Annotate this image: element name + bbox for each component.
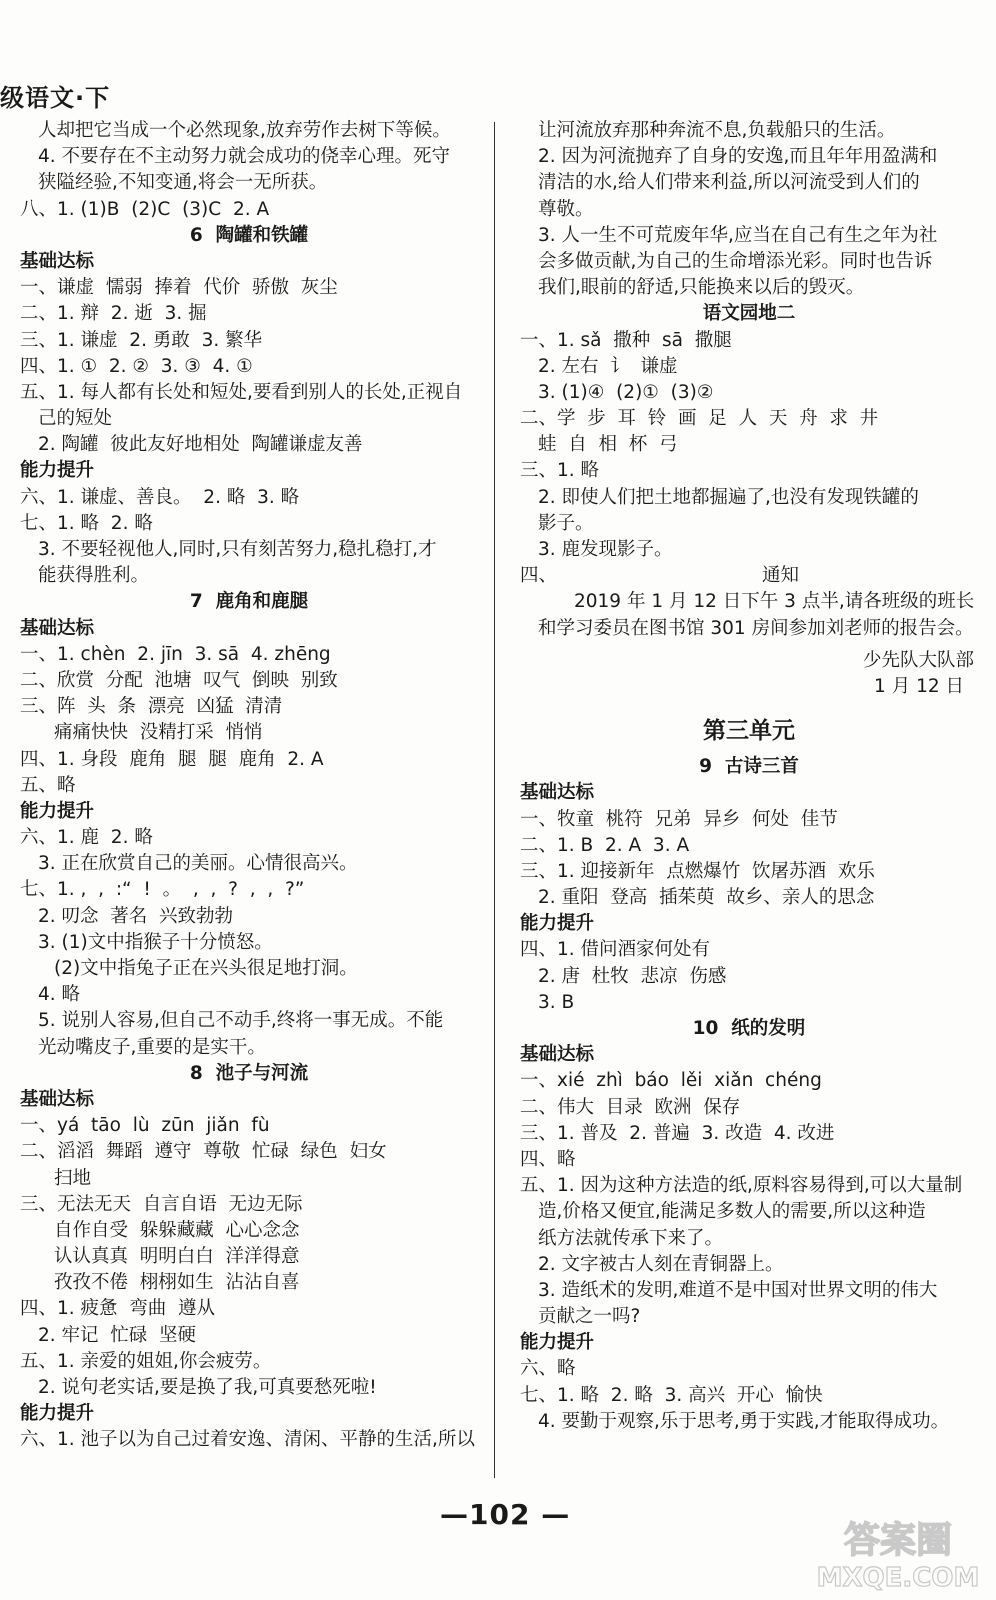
answer-line: 一、谦虚 懦弱 捧着 代价 骄傲 灰尘 [20, 277, 338, 299]
answer-line: 3. B [538, 991, 575, 1013]
answer-line: 4. 要勤于观察,乐于思考,勇于实践,才能取得成功。 [538, 1410, 950, 1432]
answer-line: 孜孜不倦 栩栩如生 沾沾自喜 [54, 1272, 300, 1294]
answer-line: 一、1. chèn 2. jīn 3. sā 4. zhēng [20, 643, 331, 665]
answer-line: 让河流放弃那种奔流不息,负载船只的生活。 [538, 120, 896, 141]
lesson-title: 语文园地二 [702, 303, 796, 325]
watermark-logo [806, 1512, 990, 1594]
answer-line: 3. (1)④ (2)① (3)② [538, 381, 714, 403]
answer-line: 四、1. ① 2. ② 3. ③ 4. ① [20, 355, 253, 377]
answer-line: 三、1. 普及 2. 普遍 3. 改造 4. 改进 [520, 1122, 835, 1144]
answer-line: 3. 造纸术的发明,难道不是中国对世界文明的伟大 [538, 1279, 938, 1301]
answer-line: 三、无法无天 自言自语 无边无际 [20, 1193, 303, 1215]
answer-line: 己的短处 [38, 408, 113, 430]
answer-line: (2)文中指兔子正在兴头很足地打洞。 [54, 958, 358, 979]
answer-line: 七、1. 略 2. 略 3. 高兴 开心 愉快 [520, 1384, 823, 1406]
answer-line: 2. 牢记 忙碌 坚硬 [38, 1324, 197, 1346]
section-heading: 能力提升 [20, 800, 95, 822]
answer-line: 五、1. 亲爱的姐姐,你会疲劳。 [20, 1350, 272, 1372]
answer-line: 三、1. 略 [520, 460, 600, 482]
answer-line: 2. 因为河流抛弃了自身的安逸,而且年年用盈满和 [538, 146, 938, 168]
section-heading: 能力提升 [20, 460, 95, 482]
page-number: —102 — [440, 1498, 571, 1531]
answer-line: 二、欣赏 分配 池塘 叹气 倒映 别致 [20, 669, 338, 691]
answer-line: 六、1. 鹿 2. 略 [20, 827, 153, 849]
answer-line: 七、1. , , :“ ! 。 , , ? , , ?” [20, 879, 305, 901]
answer-line: 4. 略 [38, 984, 81, 1006]
section-heading: 能力提升 [20, 1403, 95, 1425]
answer-line: 扫地 [54, 1167, 92, 1189]
answer-line: 五、1. 每人都有长处和短处,要看到别人的长处,正视自 [20, 381, 463, 403]
answer-line: 光动嘴皮子,重要的是实干。 [38, 1036, 266, 1058]
right-column-part-2 [520, 754, 978, 1435]
notice-signer: 少先队大队部 [862, 649, 974, 671]
answer-line: 七、1. 略 2. 略 [20, 512, 153, 534]
answer-line: 2. 重阳 登高 插茱萸 故乡、亲人的思念 [538, 887, 875, 909]
section-heading: 基础达标 [20, 250, 95, 272]
answer-line: 3. (1)文中指猴子十分愤怒。 [38, 931, 273, 953]
notice-block [520, 563, 978, 700]
answer-line: 清洁的水,给人们带来利益,所以河流受到人们的 [538, 172, 920, 194]
unit-title: 第三单元 [703, 718, 795, 745]
answer-line: 一、牧童 桃符 兄弟 异乡 何处 佳节 [520, 808, 838, 830]
notice-date: 1 月 12 日 [874, 675, 964, 697]
lesson-title: 7 鹿角和鹿腿 [189, 591, 309, 613]
answer-line: 一、yá tāo lù zūn jiǎn fù [20, 1115, 270, 1137]
answer-line: 六、略 [520, 1358, 576, 1380]
answer-line: 贡献之一吗? [538, 1306, 641, 1328]
answer-line: 4. 不要存在不主动努力就会成功的侥幸心理。死守 [38, 146, 451, 168]
right-column [520, 118, 978, 1435]
answer-line: 二、滔滔 舞蹈 遵守 尊敬 忙碌 绿色 妇女 [20, 1141, 387, 1163]
answer-line: 2. 左右 讠 谦虚 [538, 355, 678, 377]
answer-line: 四、1. 借问酒家何处有 [520, 939, 711, 961]
answer-line: 2. 说句老实话,要是换了我,可真要愁死啦! [38, 1377, 377, 1398]
left-column [20, 118, 478, 1454]
answer-line: 2. 叨念 著名 兴致勃勃 [38, 905, 234, 927]
answer-line: 五、1. 因为这种方法造的纸,原料容易得到,可以大量制 [520, 1175, 963, 1197]
svg-text:答案圈: 答案圈 [843, 1520, 953, 1561]
notice-label: 四、 [520, 565, 558, 587]
section-heading: 基础达标 [20, 617, 95, 639]
right-column-part-1 [520, 118, 978, 563]
lesson-title: 9 古诗三首 [699, 756, 799, 778]
answer-line: 四、1. 疲惫 弯曲 遵从 [20, 1298, 216, 1320]
lesson-title: 10 纸的发明 [692, 1018, 806, 1040]
answer-line: 3. 人一生不可荒废年华,应当在自己有生之年为社 [538, 224, 938, 246]
answer-line: 3. 正在欣赏自己的美丽。心情很高兴。 [38, 853, 358, 875]
notice-line [520, 563, 978, 589]
answer-line: 2. 陶罐 彼此友好地相处 陶罐谦虚友善 [38, 434, 363, 456]
answer-line: 六、1. 池子以为自己过着安逸、清闲、平静的生活,所以 [20, 1429, 475, 1451]
svg-text:MXQE.COM: MXQE.COM [816, 1563, 980, 1593]
answer-line: 2. 唐 杜牧 悲凉 伤感 [538, 965, 727, 987]
answer-line: 会多做贡献,为自己的生命增添光彩。同时也告诉 [538, 250, 933, 272]
answer-line: 六、1. 谦虚、善良。 2. 略 3. 略 [20, 486, 300, 508]
answer-line: 二、伟大 目录 欧洲 保存 [520, 1096, 741, 1118]
answer-line: 自作自受 躲躲藏藏 心心念念 [54, 1219, 300, 1241]
answer-line: 蛙 自 相 杯 弓 [538, 434, 678, 456]
answer-line: 2. 即使人们把土地都掘遍了,也没有发现铁罐的 [538, 486, 919, 508]
page-header-title: 级语文·下 [0, 84, 111, 112]
notice-title: 通知 [762, 565, 800, 587]
answer-line: 影子。 [538, 512, 594, 534]
answer-line: 一、1. sǎ 撒种 sā 撒腿 [520, 329, 732, 351]
section-heading: 能力提升 [520, 913, 595, 935]
answer-line: 尊敬。 [538, 198, 594, 220]
answer-line: 3. 鹿发现影子。 [538, 539, 673, 560]
answer-line: 五、略 [20, 774, 76, 796]
answer-line: 5. 说别人容易,但自己不动手,终将一事无成。不能 [38, 1010, 444, 1032]
section-heading: 基础达标 [520, 1044, 595, 1066]
answer-line: 四、1. 身段 鹿角 腿 腿 鹿角 2. A [20, 748, 324, 770]
answer-line: 人却把它当成一个必然现象,放弃劳作去树下等候。 [38, 120, 451, 141]
answer-line: 三、阵 头 条 漂亮 凶猛 清清 [20, 696, 283, 718]
lesson-title: 6 陶罐和铁罐 [189, 224, 309, 246]
answer-line: 二、1. 辩 2. 逝 3. 掘 [20, 303, 207, 325]
section-heading: 基础达标 [20, 1088, 95, 1110]
answer-line: 二、学 步 耳 铃 画 足 人 天 舟 求 井 [520, 408, 879, 430]
column-divider [494, 122, 495, 1478]
answer-line: 二、1. B 2. A 3. A [520, 834, 690, 856]
answer-line: 2. 文字被古人刻在青铜器上。 [538, 1253, 784, 1275]
lesson-title: 8 池子与河流 [189, 1062, 309, 1084]
answer-line: 三、1. 迎接新年 点燃爆竹 饮屠苏酒 欢乐 [520, 860, 875, 882]
answer-line: 我们,眼前的舒适,只能换来以后的毁灭。 [538, 277, 865, 299]
answer-line: 三、1. 谦虚 2. 勇敢 3. 繁华 [20, 329, 263, 351]
answer-line: 认认真真 明明白白 洋洋得意 [54, 1246, 300, 1268]
section-heading: 能力提升 [520, 1332, 595, 1354]
answer-line: 纸方法就传承下来了。 [538, 1227, 724, 1249]
answer-line: 痛痛快快 没精打采 悄悄 [54, 722, 263, 744]
answer-line: 四、略 [520, 1148, 576, 1170]
answer-line: 一、xié zhì báo lěi xiǎn chéng [520, 1070, 822, 1092]
answer-line: 能获得胜利。 [38, 565, 150, 587]
answer-line: 八、1. (1)B (2)C (3)C 2. A [20, 198, 270, 220]
answer-line: 狭隘经验,不知变通,将会一无所获。 [38, 172, 328, 194]
answer-line: 3. 不要轻视他人,同时,只有刻苦努力,稳扎稳打,才 [38, 539, 437, 560]
answer-line: 造,价格又便宜,能满足多数人的需要,所以这种造 [538, 1201, 926, 1223]
section-heading: 基础达标 [520, 782, 595, 804]
notice-body: 2019 年 1 月 12 日下午 3 点半,请各班级的班长和学习委员在图书馆 301 房间参加刘老师的报告会。 [538, 591, 975, 639]
